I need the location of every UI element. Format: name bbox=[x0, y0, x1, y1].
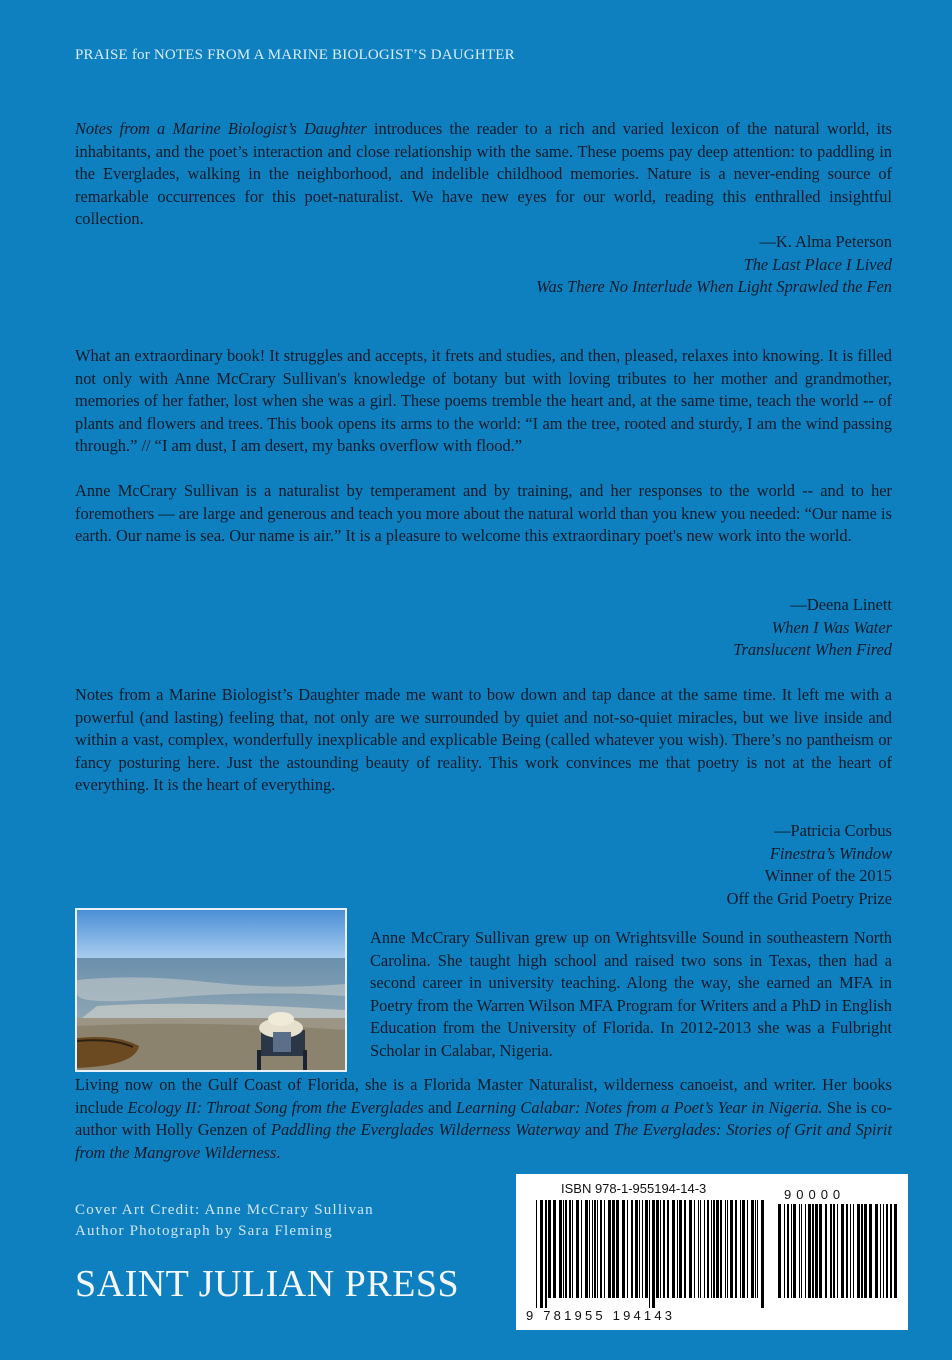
barcode-bar bbox=[886, 1204, 888, 1298]
barcode-bar bbox=[652, 1200, 655, 1308]
barcode-bar bbox=[631, 1200, 633, 1298]
barcode-bar bbox=[656, 1200, 659, 1298]
review-corbus bbox=[75, 684, 892, 797]
barcode-bar bbox=[635, 1200, 638, 1298]
barcode-bar bbox=[704, 1200, 705, 1298]
barcode-bar bbox=[700, 1200, 701, 1298]
barcode-bar bbox=[841, 1204, 844, 1298]
photo-credit: Author Photograph by Sara Fleming bbox=[75, 1223, 333, 1239]
barcode-bar bbox=[833, 1204, 835, 1298]
attribution-award: Off the Grid Poetry Prize bbox=[726, 888, 892, 908]
barcode-addon-bars bbox=[778, 1204, 900, 1308]
barcode-bar bbox=[707, 1200, 709, 1298]
barcode-bar bbox=[645, 1200, 648, 1298]
barcode-bar bbox=[725, 1200, 726, 1298]
barcode-bar bbox=[545, 1200, 547, 1308]
barcode-bar bbox=[787, 1204, 789, 1298]
bio-text: She is co-author with Holly Genzen of bbox=[75, 1097, 892, 1140]
barcode-bar bbox=[660, 1200, 661, 1298]
bio-book-title: Ecology II: Throat Song from the Everglades bbox=[127, 1097, 424, 1117]
barcode-bar bbox=[594, 1200, 596, 1298]
barcode-bar bbox=[755, 1200, 756, 1298]
isbn-number: ISBN 978-1-955194-14-3 bbox=[561, 1181, 707, 1196]
bio-book-title: Paddling the Everglades Wilderness Waterway bbox=[270, 1120, 581, 1140]
attribution-peterson bbox=[536, 231, 892, 299]
author-bio-part1: Anne McCrary Sullivan grew up on Wrightsville Sound in southeastern North Carolina. She taught high school and raised two sons in Texas, then had a second career in university teaching. Along the way, she earned an MFA in Poetry from the Warren Wilson MFA Program for Writers and a PhD in English Education from the University of Florida. In 2012-2013 she was a Fulbright Scholar in Calabar, Nigeria. bbox=[370, 928, 892, 1060]
bio-text: and bbox=[423, 1097, 456, 1117]
barcode-digits: 9 781955 194143 bbox=[526, 1308, 676, 1323]
barcode-bar bbox=[757, 1200, 758, 1298]
barcode-bar bbox=[639, 1200, 640, 1298]
barcode-bar bbox=[569, 1200, 571, 1298]
barcode-bar bbox=[761, 1200, 764, 1308]
barcode-bar bbox=[850, 1204, 851, 1298]
attribution-book: Was There No Interlude When Light Sprawled the Fen bbox=[536, 277, 892, 297]
barcode-bar bbox=[747, 1200, 748, 1298]
barcode-bar bbox=[778, 1204, 781, 1298]
attribution-award: Winner of the 2015 bbox=[764, 866, 892, 886]
barcode-bar bbox=[735, 1200, 737, 1298]
praise-header: PRAISE for NOTES FROM A MARINE BIOLOGIST’S DAUGHTER bbox=[75, 47, 515, 63]
barcode-bar bbox=[565, 1200, 567, 1298]
barcode-bar bbox=[689, 1200, 692, 1298]
barcode-bar bbox=[791, 1204, 792, 1298]
barcode-bar bbox=[698, 1200, 699, 1298]
attribution-corbus bbox=[727, 820, 892, 910]
barcode-bar bbox=[604, 1200, 605, 1298]
barcode-bar bbox=[649, 1200, 650, 1308]
barcode-bar bbox=[830, 1204, 832, 1298]
barcode-bar bbox=[600, 1200, 602, 1298]
barcode-bar bbox=[612, 1200, 615, 1298]
barcode-bar bbox=[581, 1200, 582, 1298]
barcode-bar bbox=[576, 1200, 579, 1298]
barcode-bar bbox=[880, 1204, 881, 1298]
review-linett bbox=[75, 345, 892, 548]
cover-art-credit: Cover Art Credit: Anne McCrary Sullivan bbox=[75, 1202, 374, 1218]
barcode-bar bbox=[894, 1204, 897, 1298]
barcode-bar bbox=[608, 1200, 611, 1298]
barcode-bar bbox=[677, 1200, 678, 1298]
barcode-bars bbox=[536, 1200, 766, 1308]
attribution-book: Translucent When Fired bbox=[733, 640, 892, 660]
barcode-bar bbox=[864, 1204, 867, 1298]
bio-book-title: Learning Calabar: Notes from a Poet’s Year in Nigeria. bbox=[456, 1097, 823, 1117]
attribution-author: —Deena Linett bbox=[790, 595, 892, 614]
author-photo bbox=[75, 908, 347, 1072]
barcode-bar bbox=[861, 1204, 863, 1298]
barcode-bar bbox=[720, 1200, 722, 1298]
barcode-bar bbox=[869, 1204, 872, 1298]
barcode-bar bbox=[684, 1200, 686, 1298]
barcode-bar bbox=[563, 1200, 564, 1298]
barcode-bar bbox=[837, 1204, 838, 1298]
barcode-bar bbox=[540, 1200, 543, 1308]
bio-text: Living now on the Gulf Coast of Florida, she is a Florida Master Naturalist, wilderness canoeist, and writer. Her books include bbox=[75, 1075, 892, 1117]
barcode-bar bbox=[667, 1200, 669, 1298]
barcode-bar bbox=[890, 1204, 892, 1298]
barcode-bar bbox=[730, 1200, 733, 1298]
attribution-book: When I Was Water bbox=[771, 617, 892, 637]
isbn-barcode bbox=[516, 1174, 908, 1330]
attribution-book: Finestra’s Window bbox=[769, 843, 892, 863]
barcode-bar bbox=[536, 1200, 537, 1308]
beach-scene-illustration bbox=[77, 910, 345, 1070]
barcode-bar bbox=[553, 1200, 556, 1298]
barcode-bar bbox=[793, 1204, 796, 1298]
barcode-bar bbox=[799, 1204, 800, 1298]
barcode-bar bbox=[812, 1204, 814, 1298]
barcode-bar bbox=[642, 1200, 643, 1298]
barcode-bar bbox=[672, 1200, 675, 1298]
barcode-bar bbox=[808, 1204, 811, 1298]
barcode-bar bbox=[597, 1200, 598, 1298]
barcode-bar bbox=[663, 1200, 665, 1298]
barcode-bar bbox=[853, 1204, 854, 1298]
bio-text: . bbox=[276, 1142, 281, 1162]
barcode-bar bbox=[751, 1200, 754, 1298]
publisher-name: SAINT JULIAN PRESS bbox=[75, 1263, 460, 1305]
barcode-bar bbox=[616, 1200, 619, 1298]
barcode-bar bbox=[805, 1204, 806, 1298]
review2-paragraph1: What an extraordinary book! It struggles and accepts, it frets and studies, and then, pleased, relaxes into knowing. It is filled not only with Anne McCrary Sullivan's knowledge of botany but with loving tributes to her mother and grandmother, memories of her father, lost when she was a girl. These poems tremble the heart and, at the same time, teach the world -- of plants and flowers and trees. This book opens its arms to the world: “I am the tree, rooted and sturdy, I am the wind passing through.” // “I am dust, I am desert, my banks overflow with flood.” bbox=[75, 346, 892, 456]
review-peterson bbox=[75, 118, 892, 231]
credits bbox=[75, 1200, 374, 1242]
barcode-bar bbox=[585, 1200, 588, 1298]
barcode-bar bbox=[548, 1200, 551, 1298]
attribution-linett bbox=[733, 594, 892, 662]
price-code: 90000 bbox=[784, 1187, 846, 1202]
attribution-author: —K. Alma Peterson bbox=[759, 232, 892, 251]
barcode-bar bbox=[801, 1204, 802, 1298]
barcode-bar bbox=[559, 1200, 562, 1298]
barcode-bar bbox=[627, 1200, 628, 1298]
barcode-bar bbox=[825, 1204, 827, 1298]
bio-book-title: The Everglades: Stories of Grit and Spirit from the Mangrove Wilderness bbox=[75, 1120, 892, 1162]
barcode-bar bbox=[622, 1200, 625, 1298]
barcode-bar bbox=[740, 1200, 741, 1298]
barcode-bar bbox=[875, 1204, 878, 1298]
barcode-bar bbox=[572, 1200, 573, 1298]
review2-paragraph2: Anne McCrary Sullivan is a naturalist by temperament and by training, and her responses to the world -- and to her foremothers — are large and generous and teach you more about the natural world than you knew you needed: “Our name is earth. Our name is sea. Our name is air.” It is a pleasure to welcome this extraordinary poet's new work into the world. bbox=[75, 480, 892, 546]
barcode-bar bbox=[716, 1200, 719, 1298]
author-bio-part2 bbox=[75, 1074, 892, 1164]
bio-text: and bbox=[580, 1120, 614, 1140]
barcode-bar bbox=[742, 1200, 745, 1298]
review1-title: Notes from a Marine Biologist’s Daughter bbox=[75, 119, 367, 138]
barcode-bar bbox=[815, 1204, 818, 1298]
barcode-bar bbox=[857, 1204, 860, 1298]
review1-text: introduces the reader to a rich and varied lexicon of the natural world, its inhabitants, and the poet’s interaction and close relationship with the same. These poems pay deep attention: to paddling in the Everglades, walking in the neighborhood, and indelible childhood memories. Nature is a never-ending source of remarkable occurrences for this poet-naturalist. We have new eyes for our world, reading this enthralled insightful collection. bbox=[75, 119, 893, 229]
barcode-bar bbox=[784, 1204, 785, 1298]
barcode-bar bbox=[589, 1200, 590, 1298]
barcode-bar bbox=[883, 1204, 884, 1298]
attribution-author: —Patricia Corbus bbox=[774, 821, 892, 840]
barcode-bar bbox=[679, 1200, 682, 1298]
barcode-bar bbox=[727, 1200, 728, 1298]
barcode-bar bbox=[819, 1204, 822, 1298]
attribution-book: The Last Place I Lived bbox=[743, 254, 892, 274]
barcode-bar bbox=[713, 1200, 715, 1298]
barcode-bar bbox=[846, 1204, 848, 1298]
review3-text: Notes from a Marine Biologist’s Daughter made me want to bow down and tap dance at the same time. It left me with a powerful (and lasting) feeling that, not only are we surrounded by quiet and not-so-quiet miracles, but we live inside and within a vast, complex, wonderfully inexplicable and explicable Being (called whatever you wish). There’s no pantheism or fancy posturing here. Just the astounding beauty of reality. This work convinces me that poetry is not at the heart of everything. It is the heart of everything. bbox=[75, 685, 892, 795]
barcode-bar bbox=[592, 1200, 593, 1298]
barcode-bar bbox=[711, 1200, 712, 1298]
barcode-bar bbox=[694, 1200, 695, 1298]
